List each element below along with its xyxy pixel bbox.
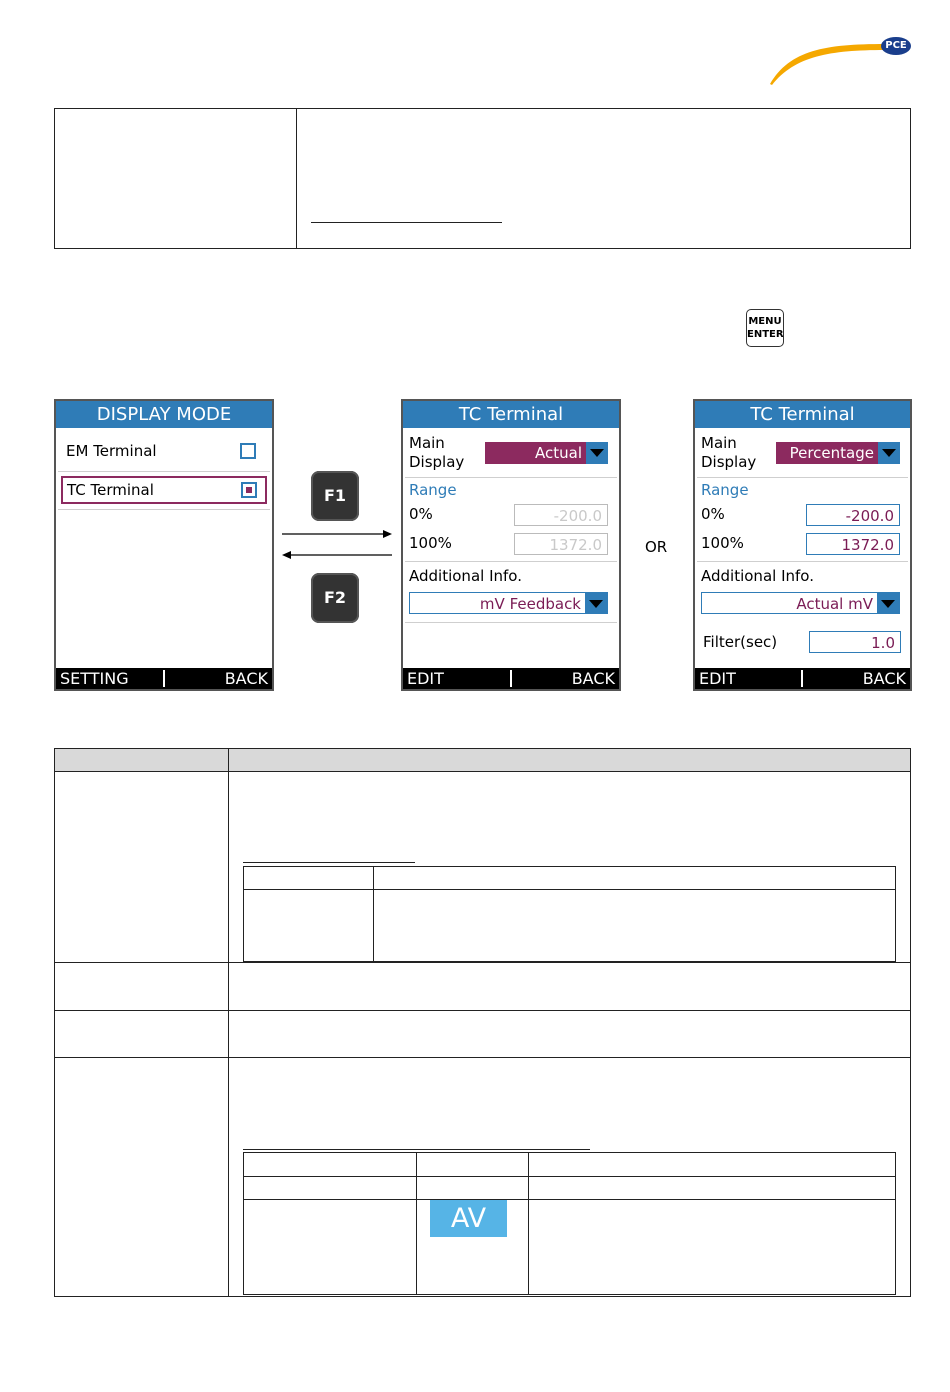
back-softkey[interactable]: BACK — [224, 669, 268, 688]
logo-badge: PCE — [881, 37, 911, 55]
range-0-label: 0% — [409, 505, 433, 523]
screen-title: TC Terminal — [695, 401, 910, 428]
range-label: Range — [701, 481, 749, 499]
additional-info-label: Additional Info. — [409, 567, 522, 585]
tc-terminal-checkbox[interactable] — [241, 482, 257, 498]
chevron-down-icon — [585, 593, 607, 613]
display-mode-screen — [54, 399, 274, 691]
screen-footer — [403, 668, 619, 689]
back-softkey[interactable]: BACK — [862, 669, 906, 688]
separator — [58, 509, 270, 510]
edit-softkey[interactable]: EDIT — [407, 669, 444, 688]
filter-field[interactable]: 1.0 — [809, 631, 901, 653]
av-indicator-badge: AV — [430, 1200, 507, 1237]
main-display-label: Display — [701, 453, 757, 471]
nested-table-1 — [243, 866, 896, 962]
range-100-label: 100% — [701, 534, 744, 552]
screen-footer — [695, 668, 910, 689]
em-terminal-checkbox[interactable] — [240, 443, 256, 459]
f1-key[interactable]: F1 — [311, 471, 359, 521]
screen-title: DISPLAY MODE — [56, 401, 272, 428]
tc-terminal-label: TC Terminal — [67, 481, 154, 499]
range-0-field[interactable]: -200.0 — [806, 504, 900, 526]
range-100-field[interactable]: 1372.0 — [806, 533, 900, 555]
edit-softkey[interactable]: EDIT — [699, 669, 736, 688]
setting-softkey[interactable]: SETTING — [60, 669, 129, 688]
screen-title: TC Terminal — [403, 401, 619, 428]
main-display-select[interactable]: Percentage — [776, 442, 900, 464]
chevron-down-icon — [877, 593, 899, 613]
tc-terminal-actual-screen — [401, 399, 621, 691]
nested-table-2 — [243, 1152, 896, 1295]
additional-info-select[interactable]: Actual mV — [701, 592, 900, 614]
additional-info-label: Additional Info. — [701, 567, 814, 585]
chevron-down-icon — [586, 442, 608, 464]
top-table-divider — [296, 108, 297, 249]
filter-label: Filter(sec) — [703, 633, 778, 651]
range-0-label: 0% — [701, 505, 725, 523]
menu-enter-key-icon: MENU ENTER — [746, 309, 784, 347]
range-0-field[interactable]: -200.0 — [514, 504, 608, 526]
main-display-select[interactable]: Actual — [485, 442, 608, 464]
screen-footer — [56, 668, 272, 689]
f2-key[interactable]: F2 — [311, 573, 359, 623]
main-display-label: Display — [409, 453, 465, 471]
back-softkey[interactable]: BACK — [571, 669, 615, 688]
range-100-field[interactable]: 1372.0 — [514, 533, 608, 555]
logo-swoosh-icon — [765, 38, 890, 88]
nested-underline — [243, 1149, 590, 1150]
nested-underline — [243, 862, 415, 863]
range-label: Range — [409, 481, 457, 499]
main-display-label: Main — [701, 434, 737, 452]
chevron-down-icon — [878, 442, 900, 464]
arrows-icon — [280, 526, 395, 562]
separator — [58, 471, 270, 472]
or-label: OR — [645, 538, 668, 556]
main-display-label: Main — [409, 434, 445, 452]
range-100-label: 100% — [409, 534, 452, 552]
top-table-underline — [311, 222, 502, 223]
em-terminal-label: EM Terminal — [66, 442, 157, 460]
tc-terminal-item[interactable] — [61, 476, 267, 504]
top-table — [54, 108, 911, 249]
tc-terminal-percentage-screen — [693, 399, 912, 691]
additional-info-select[interactable]: mV Feedback — [409, 592, 608, 614]
